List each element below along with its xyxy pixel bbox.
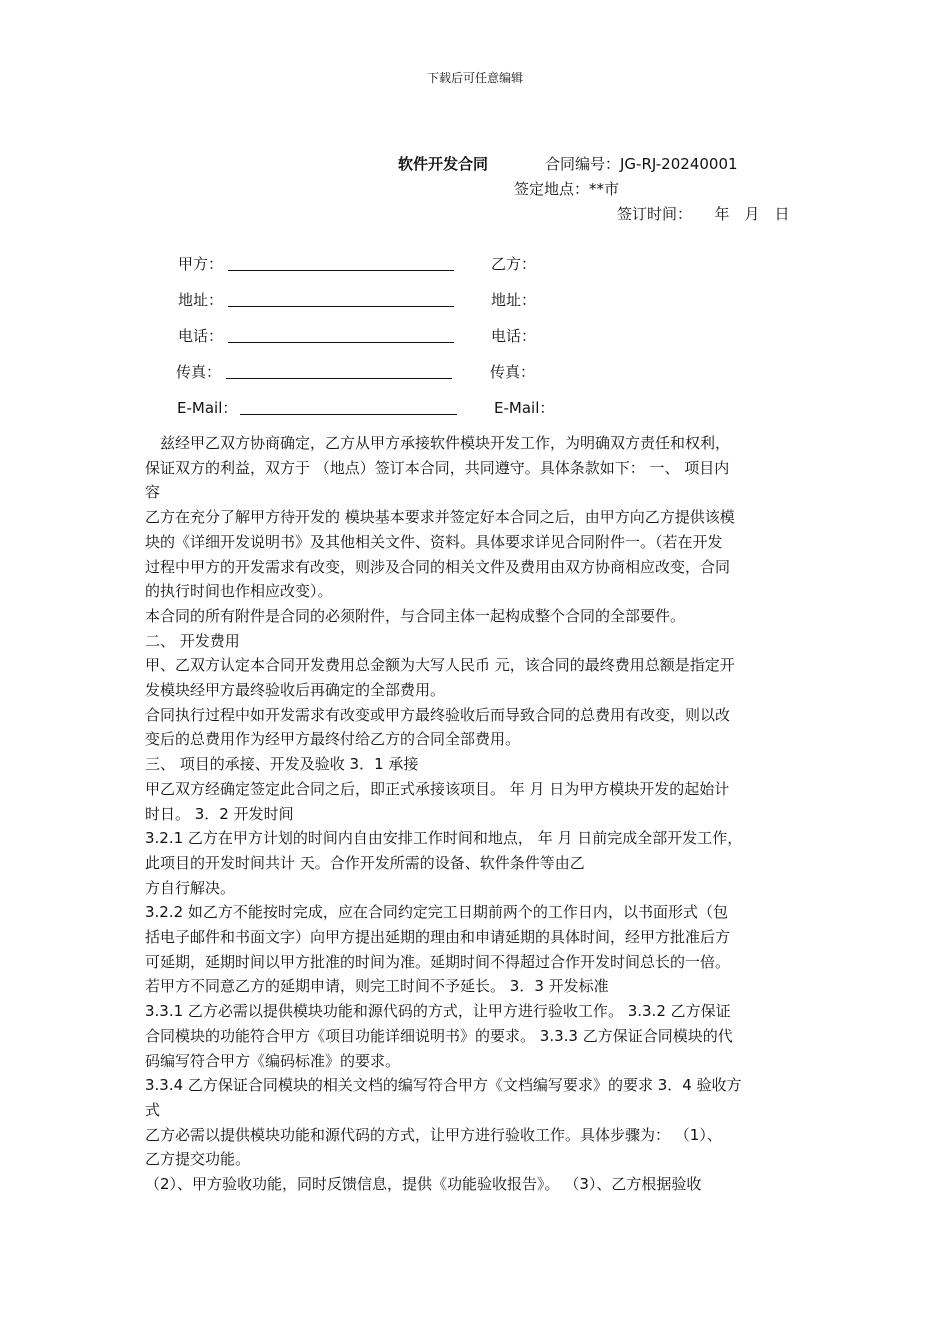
body-line: 三、 项目的承接、开发及验收 3．1 承接 bbox=[145, 755, 419, 774]
body-line: 变后的总费用作为经甲方最终付给乙方的合同全部费用。 bbox=[145, 730, 521, 749]
body-line: 兹经甲乙双方协商确定，乙方从甲方承接软件模块开发工作，为明确双方责任和权利， bbox=[145, 434, 731, 452]
body-line: 码编写符合甲方《编码标准》的要求。 bbox=[145, 1051, 401, 1070]
contract-number: 合同编号：JG-RJ-20240001 bbox=[545, 155, 738, 173]
party-a-phone-blank[interactable] bbox=[228, 342, 454, 343]
body-line: 发模块经甲方最终验收后再确定的全部费用。 bbox=[145, 681, 446, 700]
body-line: （2）、甲方验收功能，同时反馈信息，提供《功能验收报告》。 （3）、乙方根据验收 bbox=[145, 1175, 702, 1194]
body-line: 二、 开发费用 bbox=[145, 631, 240, 650]
party-a-phone-label: 电话： bbox=[178, 327, 224, 345]
body-line: 若甲方不同意乙方的延期申请，则完工时间不予延长。 3．3 开发标准 bbox=[145, 977, 609, 996]
contract-body bbox=[145, 431, 817, 1197]
header-note: 下载后可任意编辑 bbox=[426, 71, 523, 85]
party-b-phone-label: 电话： bbox=[491, 327, 537, 345]
body-line: 合同模块的功能符合甲方《项目功能详细说明书》的要求。 3.3.3 乙方保证合同模块的代 bbox=[145, 1026, 733, 1045]
body-line: 括电子邮件和书面文字）向甲方提出延期的理由和申请延期的具体时间，经甲方批准后方 bbox=[145, 928, 731, 947]
body-line: 甲、乙双方认定本合同开发费用总金额为大写人民币 元，该合同的最终费用总额是指定开 bbox=[145, 656, 735, 675]
contract-title: 软件开发合同 bbox=[398, 155, 489, 173]
party-a-email-label: E-Mail： bbox=[177, 399, 238, 417]
body-line: 3.2.1 乙方在甲方计划的时间内自由安排工作时间和地点， 年 月 日前完成全部开发工作， bbox=[145, 829, 743, 848]
body-line: 3.3.1 乙方必需以提供模块功能和源代码的方式，让甲方进行验收工作。 3.3.2 乙方保证 bbox=[145, 1002, 731, 1021]
body-line: 可延期，延期时间以甲方批准的时间为准。延期时间不得超过合作开发时间总长的一倍。 bbox=[145, 952, 731, 971]
party-b-name-label: 乙方： bbox=[491, 255, 537, 273]
sign-date: 签订时间： 年 月 日 bbox=[617, 205, 790, 223]
party-a-fax-blank[interactable] bbox=[226, 378, 452, 379]
party-b-fax-label: 传真： bbox=[490, 363, 536, 381]
body-line: 3.3.4 乙方保证合同模块的相关文档的编写符合甲方《文档编写要求》的要求 3．4 验收方 bbox=[145, 1076, 742, 1095]
party-a-address-label: 地址： bbox=[178, 291, 224, 309]
body-line: 乙方在充分了解甲方待开发的 模块基本要求并签定好本合同之后，由甲方向乙方提供该模 bbox=[145, 508, 735, 527]
body-line: 3.2.2 如乙方不能按时完成，应在合同约定完工日期前两个的工作日内，以书面形式（包 bbox=[145, 903, 728, 922]
body-line: 式 bbox=[145, 1100, 161, 1119]
party-a-fax-label: 传真： bbox=[176, 363, 222, 381]
body-line: 本合同的所有附件是合同的必须附件，与合同主体一起构成整个合同的全部要件。 bbox=[145, 606, 686, 625]
sign-place: 签定地点：**市 bbox=[514, 180, 620, 198]
body-line: 时日。 3．2 开发时间 bbox=[145, 804, 294, 823]
body-line: 合同执行过程中如开发需求有改变或甲方最终验收后而导致合同的总费用有改变，则以改 bbox=[145, 705, 731, 724]
party-a-name-label: 甲方： bbox=[178, 255, 224, 273]
body-line: 乙方提交功能。 bbox=[145, 1150, 251, 1169]
body-line: 过程中甲方的开发需求有改变，则涉及合同的相关文件及费用由双方协商相应改变，合同 bbox=[145, 557, 731, 576]
party-a-address-blank[interactable] bbox=[228, 306, 454, 307]
body-line: 方自行解决。 bbox=[145, 878, 236, 897]
body-line: 乙方必需以提供模块功能和源代码的方式，让甲方进行验收工作。具体步骤为： （1）、 bbox=[145, 1125, 722, 1144]
party-b-address-label: 地址： bbox=[491, 291, 537, 309]
body-line: 甲乙双方经确定签定此合同之后，即正式承接该项目。 年 月 日为甲方模块开发的起始计 bbox=[145, 779, 730, 798]
body-line: 保证双方的利益，双方于 （地点）签订本合同，共同遵守。具体条款如下： 一、 项目内 bbox=[145, 458, 730, 477]
body-line: 的执行时间也作相应改变）。 bbox=[145, 582, 333, 601]
party-a-email-blank[interactable] bbox=[240, 414, 457, 415]
party-a-name-blank[interactable] bbox=[228, 270, 454, 271]
body-line: 块的《详细开发说明书》及其他相关文件、资料。具体要求详见合同附件一。（若在开发 bbox=[145, 532, 723, 551]
body-line: 此项目的开发时间共计 天。合作开发所需的设备、软件条件等由乙 bbox=[145, 853, 585, 872]
body-line: 容 bbox=[145, 483, 161, 502]
party-b-email-label: E-Mail： bbox=[494, 399, 555, 417]
